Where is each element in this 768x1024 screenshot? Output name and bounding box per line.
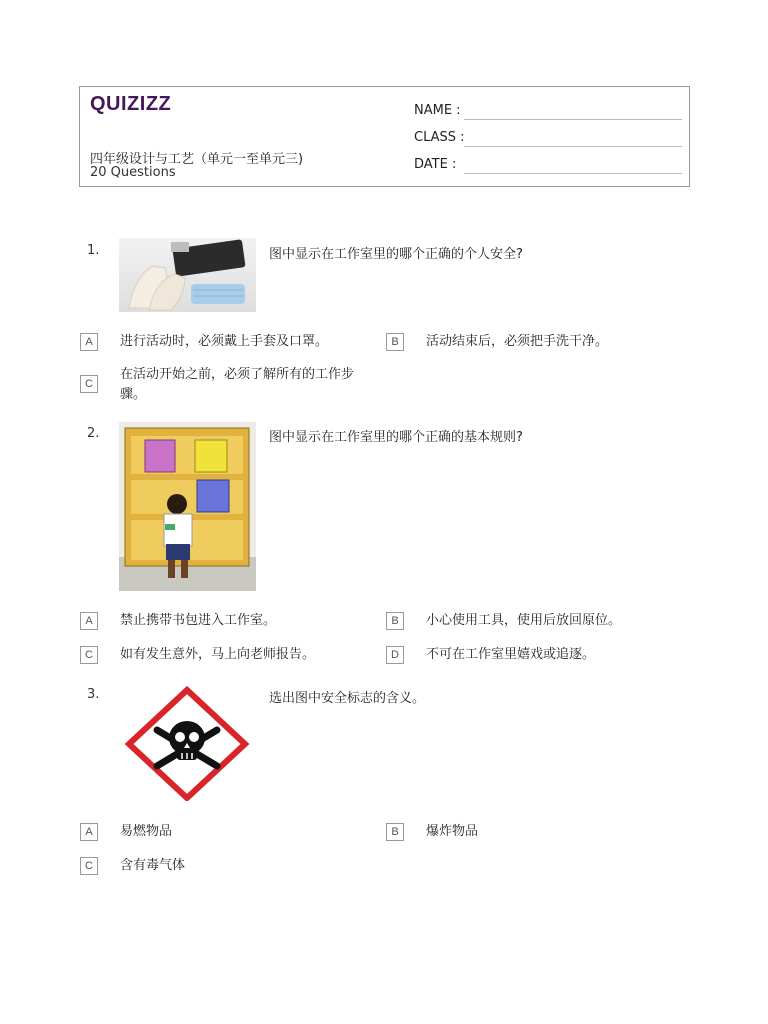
question-image-toxic-sign <box>119 686 256 801</box>
question-number: 1. <box>87 243 100 258</box>
question-image-cabinet <box>119 422 256 591</box>
option-text[interactable]: 如有发生意外，马上向老师报告。 <box>120 647 316 662</box>
date-line[interactable] <box>464 173 682 174</box>
option-letter-c[interactable]: C <box>80 857 98 875</box>
option-text[interactable]: 在活动开始之前，必须了解所有的工作步骤。 <box>120 367 355 402</box>
question-text: 图中显示在工作室里的哪个正确的基本规则? <box>269 430 523 445</box>
option-letter-a[interactable]: A <box>80 823 98 841</box>
option-letter-d[interactable]: D <box>386 646 404 664</box>
option-letter-b[interactable]: B <box>386 333 404 351</box>
option-text[interactable]: 活动结束后，必须把手洗干净。 <box>426 334 609 349</box>
skull-crossbones-icon <box>119 686 256 801</box>
worksheet-title: 四年级设计与工艺（单元一至单元三) <box>90 152 304 167</box>
option-text[interactable]: 小心使用工具，使用后放回原位。 <box>426 613 622 628</box>
option-text[interactable]: 爆炸物品 <box>426 824 479 839</box>
option-text[interactable]: 禁止携带书包进入工作室。 <box>120 613 277 628</box>
class-field <box>414 130 465 145</box>
question-number: 3. <box>87 687 100 702</box>
date-label: DATE : <box>414 157 457 172</box>
question-text: 选出图中安全标志的含义。 <box>269 691 426 706</box>
question-number: 2. <box>87 426 100 441</box>
option-letter-c[interactable]: C <box>80 646 98 664</box>
gloves-mask-illustration <box>119 238 256 312</box>
question-text: 图中显示在工作室里的哪个正确的个人安全? <box>269 247 523 262</box>
name-field <box>414 103 461 118</box>
option-letter-b[interactable]: B <box>386 612 404 630</box>
option-text[interactable]: 进行活动时，必须戴上手套及口罩。 <box>120 334 329 349</box>
option-letter-b[interactable]: B <box>386 823 404 841</box>
worksheet-header <box>79 86 690 187</box>
option-text[interactable]: 不可在工作室里嬉戏或追逐。 <box>426 647 596 662</box>
cabinet-illustration <box>119 422 256 591</box>
option-letter-a[interactable]: A <box>80 612 98 630</box>
name-line[interactable] <box>464 119 682 120</box>
date-field <box>414 157 456 172</box>
option-text[interactable]: 易燃物品 <box>120 824 173 839</box>
quizizz-logo: QUIZIZZ <box>90 93 172 115</box>
option-letter-c[interactable]: C <box>80 375 98 393</box>
name-label: NAME : <box>414 103 461 118</box>
option-text[interactable]: 含有毒气体 <box>120 858 186 873</box>
option-letter-a[interactable]: A <box>80 333 98 351</box>
question-count: 20 Questions <box>90 165 176 180</box>
class-label: CLASS : <box>414 130 465 145</box>
class-line[interactable] <box>464 146 682 147</box>
question-image-gloves-mask <box>119 238 256 312</box>
